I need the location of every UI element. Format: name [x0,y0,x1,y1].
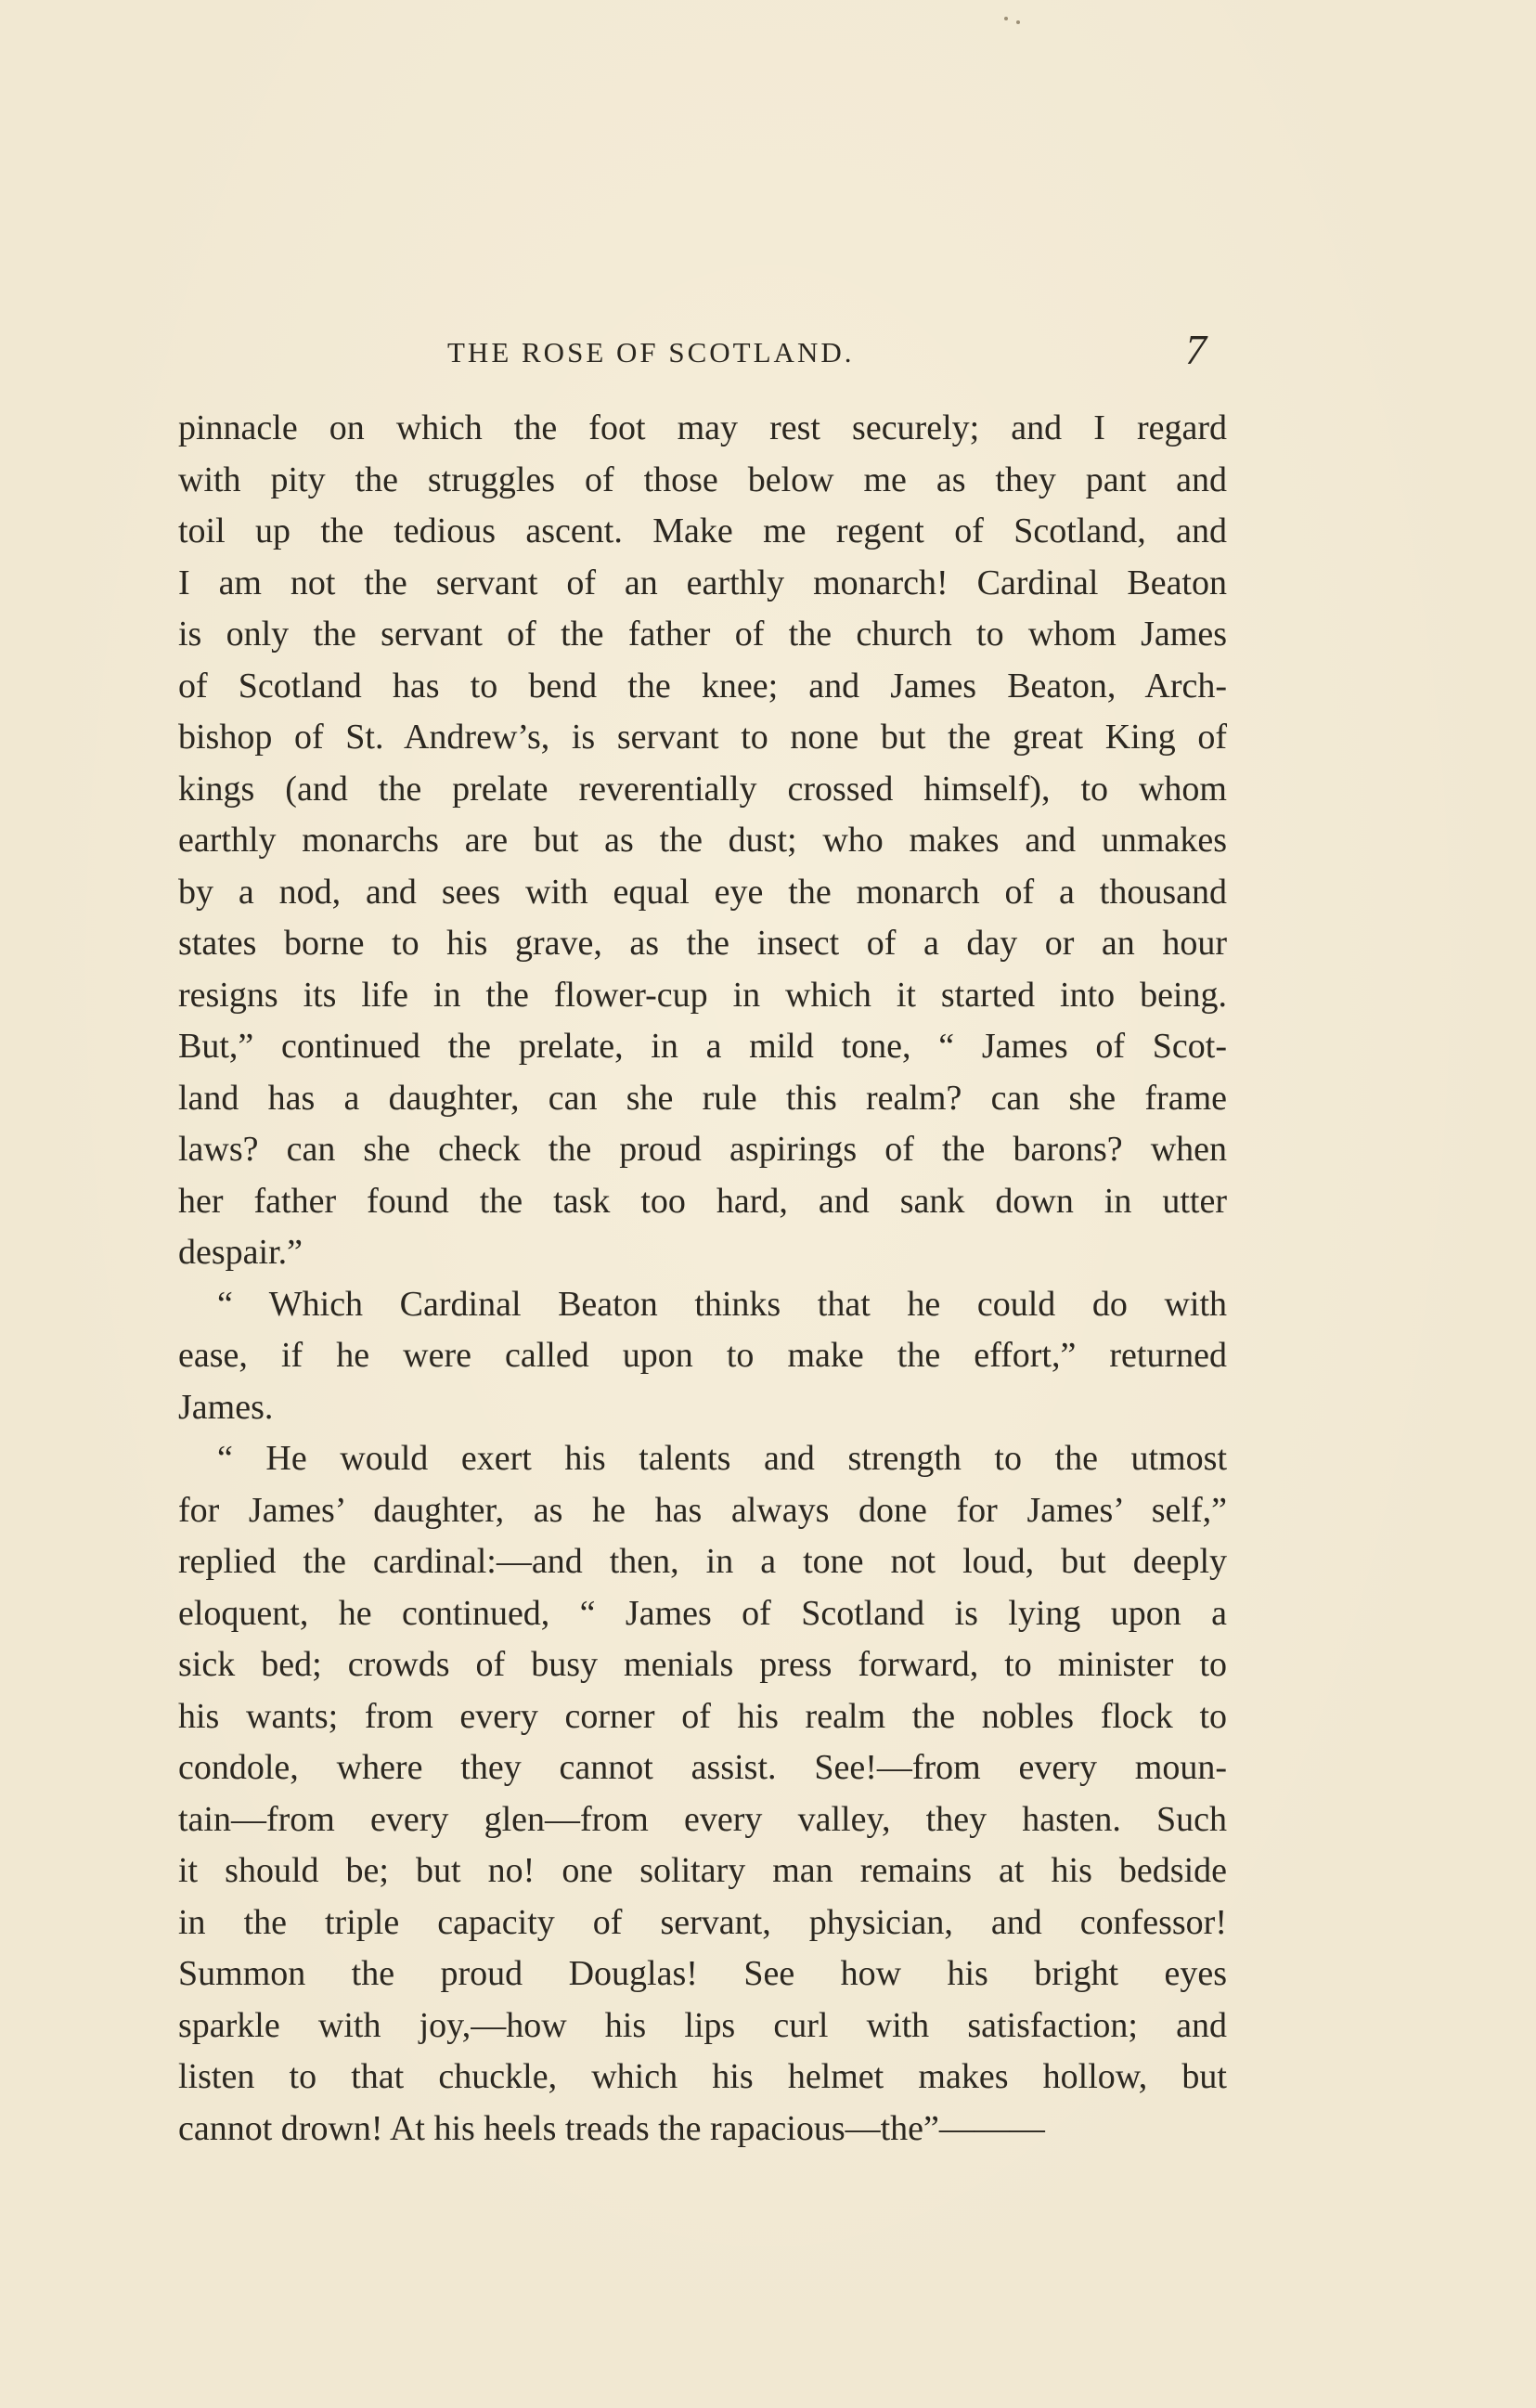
page-speck [1004,17,1008,20]
text-line: earthly monarchs are but as the dust; who makes and unmakes [178,821,1227,860]
text-line: sparkle with joy,—how his lips curl with satisfaction; and [178,2005,1227,2045]
text-line: sick bed; crowds of busy menials press forward, to minister to [178,1645,1227,1684]
body-text [178,403,1227,2155]
text-line: resigns its life in the flower-cup in which it started into being. [178,975,1227,1015]
text-line: despair.” [178,1233,303,1272]
text-line: cannot drown! At his heels treads the rapacious—the”——— [178,2108,1045,2148]
text-line: eloquent, he continued, “ James of Scotland is lying upon a [178,1593,1227,1633]
text-line: laws? can she check the proud aspirings of the barons? when [178,1130,1227,1169]
text-line: land has a daughter, can she rule this realm? can she frame [178,1078,1227,1118]
text-line: his wants; from every corner of his realm the nobles flock to [178,1696,1227,1736]
text-line: bishop of St. Andrew’s, is servant to none but the great King of [178,718,1227,757]
text-line: of Scotland has to bend the knee; and James Beaton, Arch- [178,666,1227,706]
text-line: “ He would exert his talents and strength to the utmost [217,1439,1227,1478]
running-title: THE ROSE OF SCOTLAND. [447,336,855,369]
text-line: listen to that chuckle, which his helmet makes hollow, but [178,2057,1227,2096]
page-speck [1016,20,1020,24]
text-line: it should be; but no! one solitary man remains at his bedside [178,1851,1227,1890]
text-line: toil up the tedious ascent. Make me regent of Scotland, and [178,511,1227,550]
text-line: Summon the proud Douglas! See how his bright eyes [178,1954,1227,1993]
text-line: But,” continued the prelate, in a mild tone, “ James of Scot- [178,1027,1227,1066]
text-line: ease, if he were called upon to make the effort,” returned [178,1336,1227,1375]
text-line: with pity the struggles of those below me as they pant and [178,460,1227,499]
text-line: her father found the task too hard, and sank down in utter [178,1181,1227,1221]
text-line: kings (and the prelate reverentially crossed himself), to whom [178,769,1227,809]
text-line: in the triple capacity of servant, physician, and confessor! [178,1902,1227,1942]
page-number: 7 [1185,326,1207,373]
text-line: condole, where they cannot assist. See!—from every moun- [178,1748,1227,1787]
text-line: for James’ daughter, as he has always done for James’ self,” [178,1490,1227,1530]
text-line: James. [178,1387,274,1427]
text-line: by a nod, and sees with equal eye the monarch of a thousand [178,872,1227,912]
text-line: replied the cardinal:—and then, in a tone not loud, but deeply [178,1542,1227,1581]
text-line: “ Which Cardinal Beaton thinks that he could do with [217,1284,1227,1324]
running-head [176,327,1207,382]
text-line: tain—from every glen—from every valley, they hasten. Such [178,1799,1227,1839]
text-line: I am not the servant of an earthly monarch! Cardinal Beaton [178,563,1227,602]
text-line: is only the servant of the father of the church to whom James [178,615,1227,654]
text-line: pinnacle on which the foot may rest securely; and I regard [178,408,1227,447]
text-line: states borne to his grave, as the insect of a day or an hour [178,924,1227,963]
